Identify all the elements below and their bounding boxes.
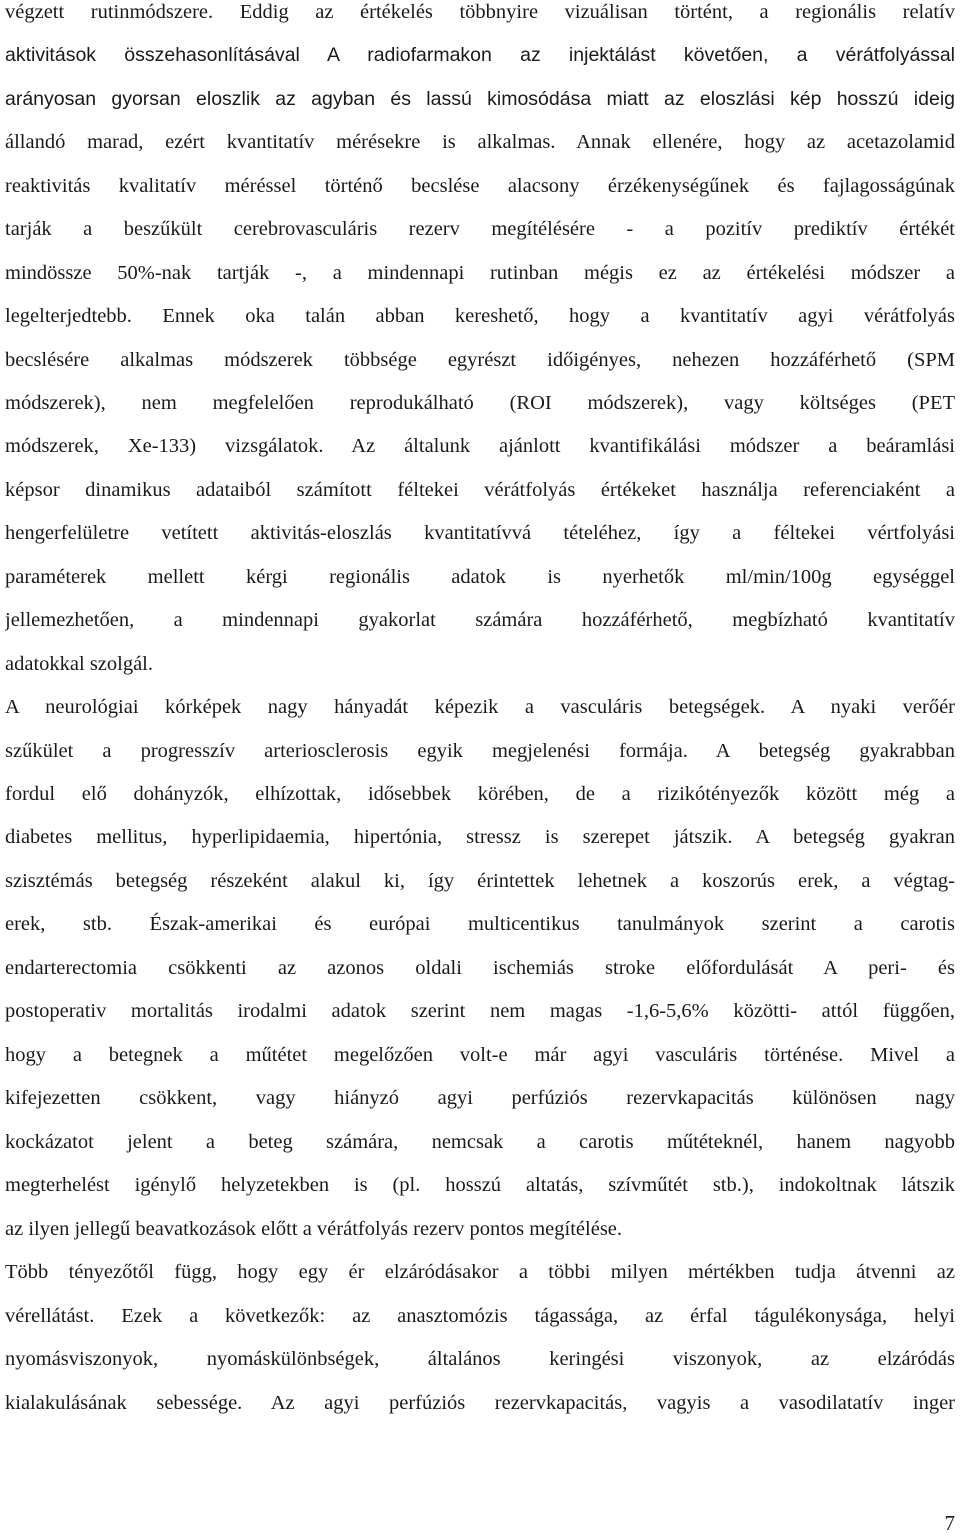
text-line-11: módszerek, Xe-133) vizsgálatok. Az általunk ajánlott kvantifikálási módszer a beáramlási — [5, 435, 955, 457]
text-line-20: diabetes mellitus, hyperlipidaemia, hipertónia, stressz is szerepet játszik. A betegség gyakran — [5, 826, 955, 848]
text-line-23: endarterectomia csökkenti az azonos oldali ischemiás stroke előfordulását A peri- és — [5, 957, 955, 979]
text-line-9: becslésére alkalmas módszerek többsége egyrészt időigényes, nehezen hozzáférhető (SPM — [5, 349, 955, 371]
text-line-21: szisztémás betegség részeként alakul ki, így érintettek lehetnek a koszorús erek, a végtag- — [5, 870, 955, 892]
text-line-15: jellemezhetően, a mindennapi gyakorlat számára hozzáférhető, megbízható kvantitatív — [5, 609, 955, 631]
text-line-14: paraméterek mellett kérgi regionális adatok is nyerhetők ml/min/100g egységgel — [5, 566, 955, 588]
text-line-7: mindössze 50%-nak tartják -, a mindennapi rutinban mégis ez az értékelési módszer a — [5, 262, 955, 284]
text-line-26: kifejezetten csökkent, vagy hiányzó agyi perfúziós rezervkapacitás különösen nagy — [5, 1087, 955, 1109]
text-line-5: reaktivitás kvalitatív méréssel történő becslése alacsony érzékenységűnek és fajlagosságúnak — [5, 175, 955, 197]
text-line-18: szűkület a progresszív arteriosclerosis egyik megjelenési formája. A betegség gyakrabban — [5, 740, 955, 762]
page-number: 7 — [944, 1511, 955, 1535]
text-line-13: hengerfelületre vetített aktivitás-eloszlás kvantitatívvá tételéhez, így a féltekei vértfolyási — [5, 522, 955, 544]
text-line-1: végzett rutinmódszere. Eddig az értékelés többnyire vizuálisan történt, a regionális relatív — [5, 1, 955, 23]
text-line-16: adatokkal szolgál. — [5, 653, 154, 675]
text-line-2: aktivitások összehasonlításával A radiofarmakon az injektálást követően, a vérátfolyással — [5, 44, 955, 66]
text-line-12: képsor dinamikus adataiból számított féltekei vérátfolyás értékeket használja referenciaként a — [5, 479, 955, 501]
text-line-24: postoperativ mortalitás irodalmi adatok szerint nem magas -1,6-5,6% közötti- attól függően, — [5, 1000, 955, 1022]
text-line-19: fordul elő dohányzók, elhízottak, idősebbek körében, de a rizikótényezők között még a — [5, 783, 955, 805]
text-line-17: A neurológiai kórképek nagy hányadát képezik a vasculáris betegségek. A nyaki verőér — [5, 696, 955, 718]
text-line-8: legelterjedtebb. Ennek oka talán abban kereshető, hogy a kvantitatív agyi vérátfolyás — [5, 305, 955, 327]
text-line-6: tarják a beszűkült cerebrovasculáris rezerv megítélésére - a pozitív prediktív értékét — [5, 218, 955, 240]
text-line-22: erek, stb. Észak-amerikai és európai multicentikus tanulmányok szerint a carotis — [5, 913, 955, 935]
text-line-33: kialakulásának sebessége. Az agyi perfúziós rezervkapacitás, vagyis a vasodilatatív inger — [5, 1392, 955, 1414]
text-line-32: nyomásviszonyok, nyomáskülönbségek, általános keringési viszonyok, az elzáródás — [5, 1348, 955, 1370]
text-line-30: Több tényezőtől függ, hogy egy ér elzáródásakor a többi milyen mértékben tudja átvenni az — [5, 1261, 955, 1283]
text-line-28: megterhelést igénylő helyzetekben is (pl. hosszú altatás, szívműtét stb.), indokoltnak látszik — [5, 1174, 955, 1196]
text-line-31: vérellátást. Ezek a következők: az anasztomózis tágassága, az érfal tágulékonysága, helyi — [5, 1305, 955, 1327]
text-line-10: módszerek), nem megfelelően reprodukálható (ROI módszerek), vagy költséges (PET — [5, 392, 955, 414]
text-line-4: állandó marad, ezért kvantitatív mérésekre is alkalmas. Annak ellenére, hogy az acetazolamid — [5, 131, 955, 153]
text-line-29: az ilyen jellegű beavatkozások előtt a vérátfolyás rezerv pontos megítélése. — [5, 1218, 623, 1240]
text-line-27: kockázatot jelent a beteg számára, nemcsak a carotis műtéteknél, hanem nagyobb — [5, 1131, 955, 1153]
text-line-25: hogy a betegnek a műtétet megelőzően volt-e már agyi vasculáris történése. Mivel a — [5, 1044, 955, 1066]
text-line-3: arányosan gyorsan eloszlik az agyban és lassú kimosódása miatt az eloszlási kép hosszú ideig — [5, 88, 955, 110]
